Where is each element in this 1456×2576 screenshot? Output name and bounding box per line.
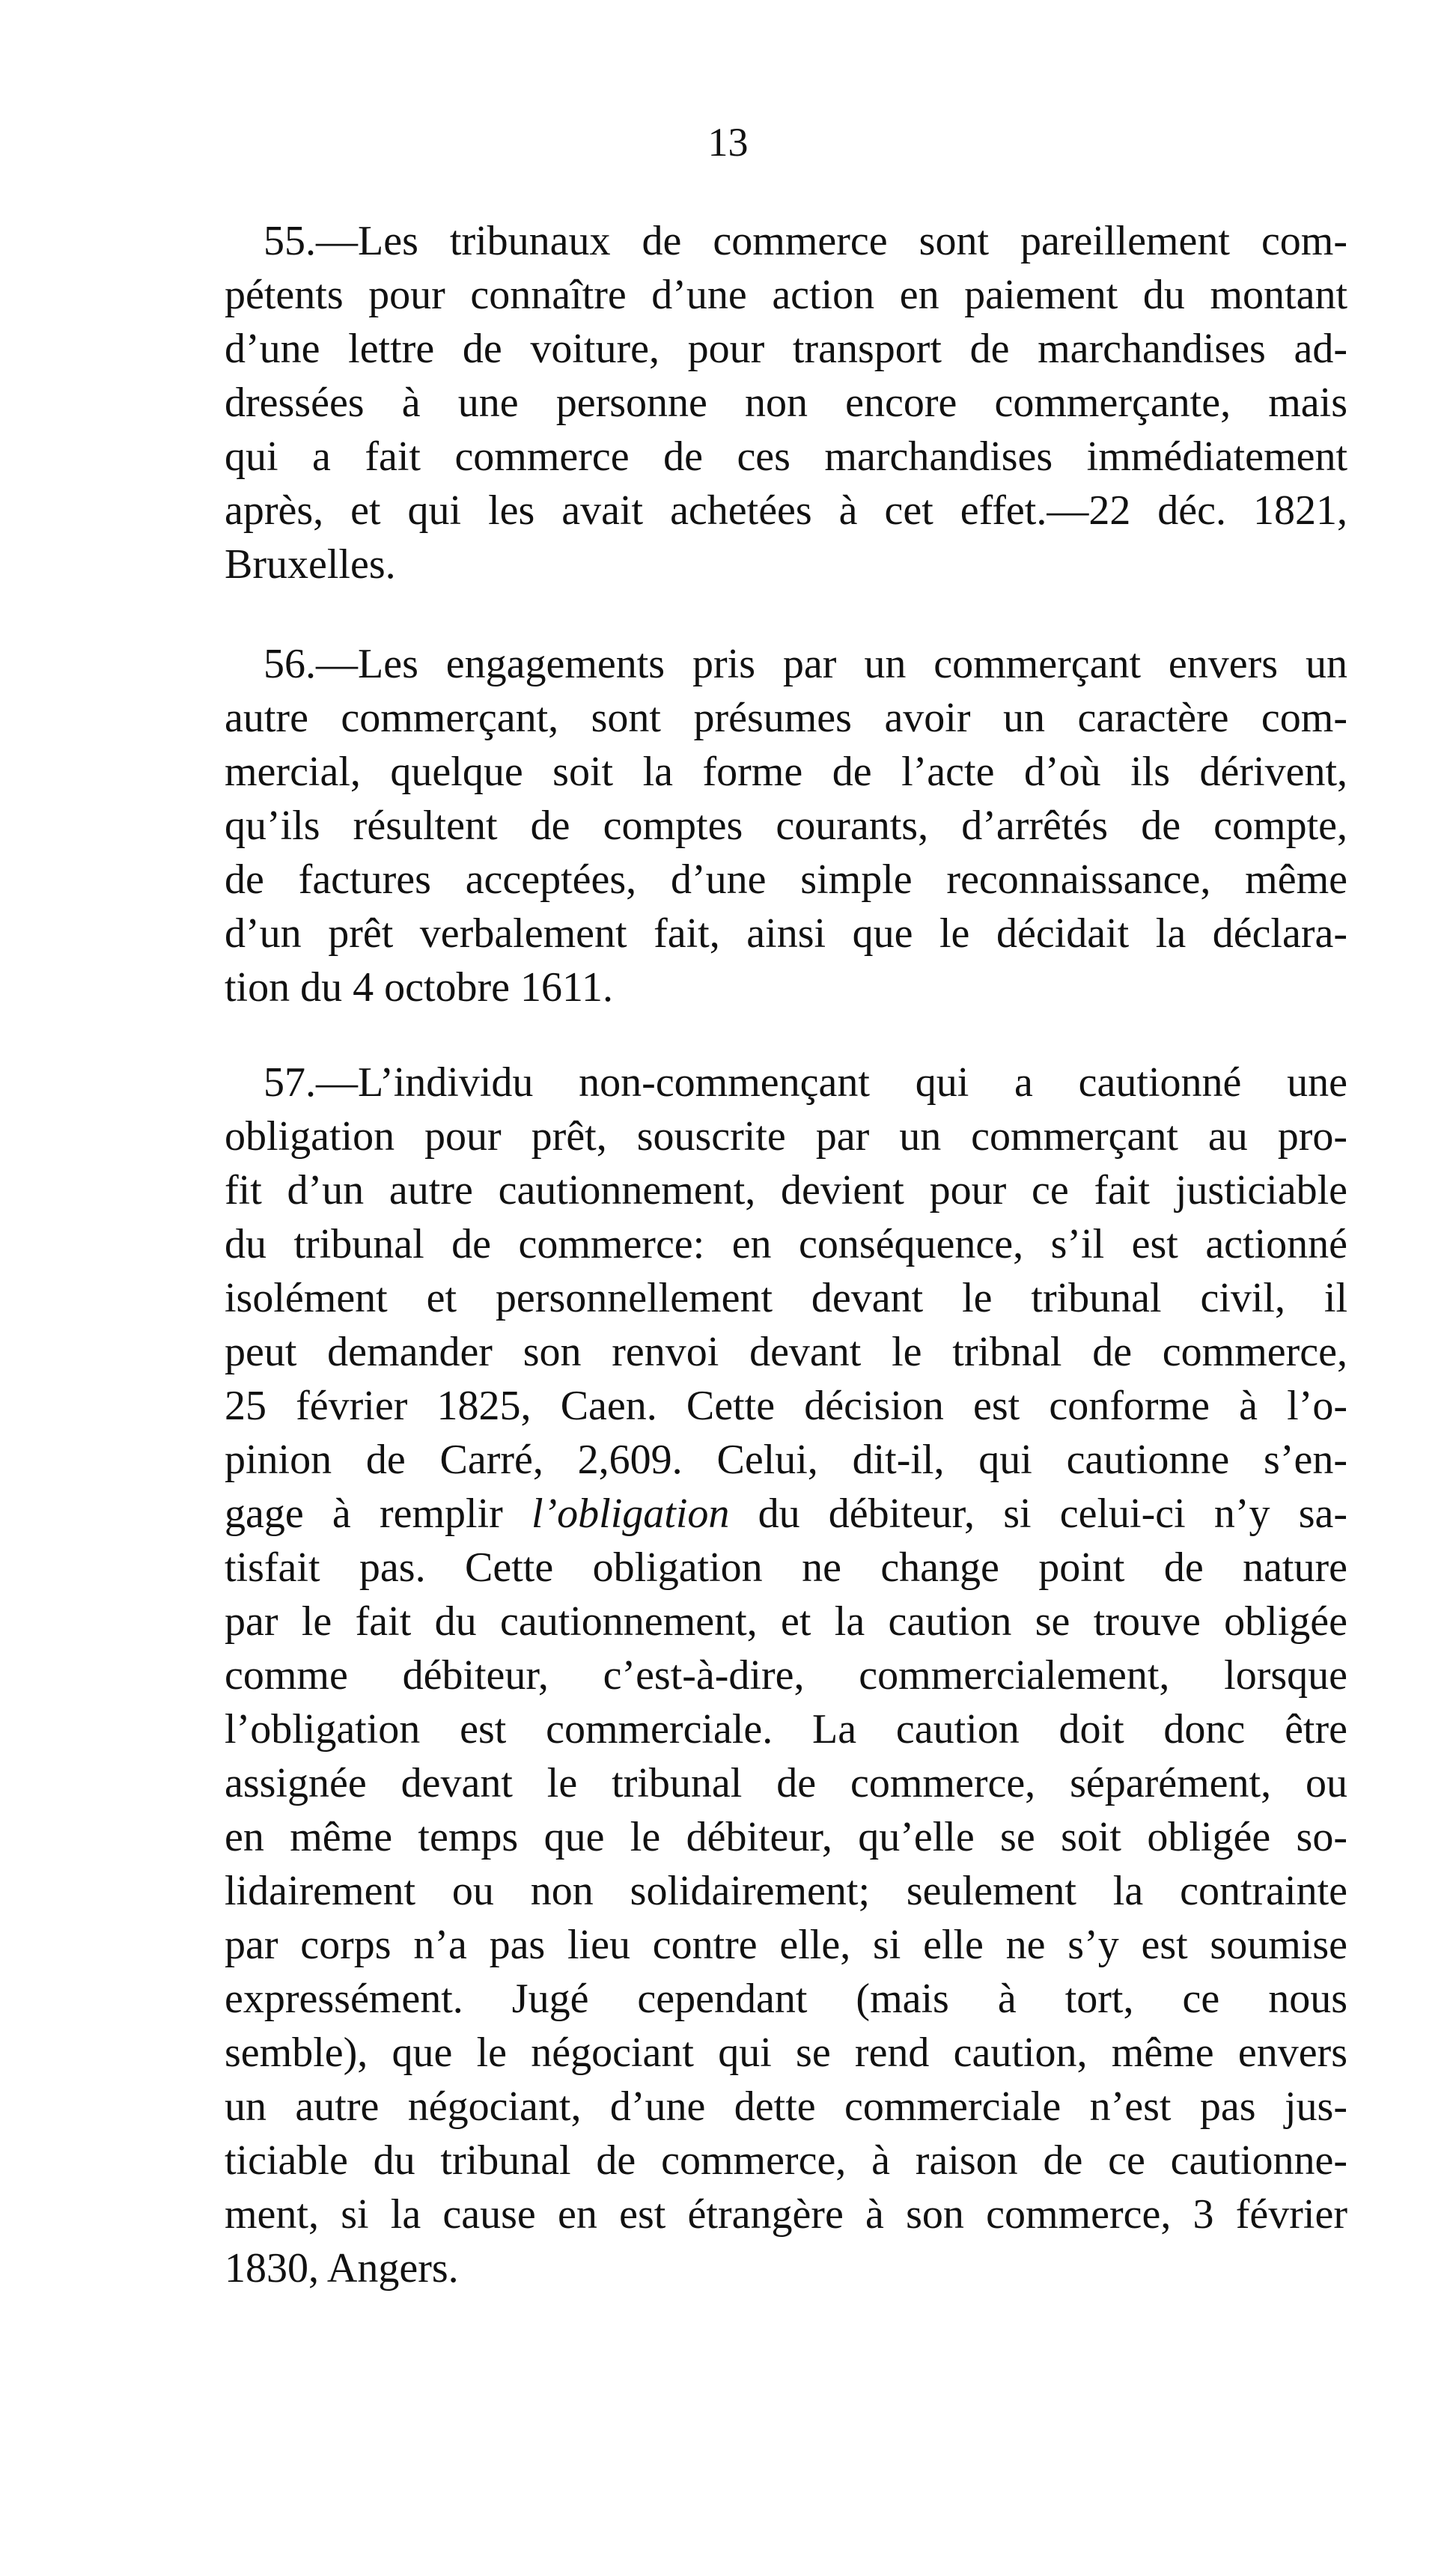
text-line: pétents pour connaître d’une action en paiement du montant [225,272,1347,318]
text-line: 56.—Les engagements pris par un commerçant envers un [264,641,1347,687]
paragraph-57 [225,1056,1347,2295]
text-line: lidairement ou non solidairement; seulement la contrainte [225,1868,1347,1914]
text-line: du tribunal de commerce: en conséquence, s’il est actionné [225,1221,1347,1267]
text-line: comme débiteur, c’est-à-dire, commercialement, lorsque [225,1652,1347,1699]
text-segment: du débiteur, si celui-ci n’y sa- [729,1491,1347,1537]
text-line: qui a fait commerce de ces marchandises immédiatement [225,433,1347,480]
text-line: qu’ils résultent de comptes courants, d’arrêtés de compte, [225,803,1347,849]
text-line: par corps n’a pas lieu contre elle, si elle ne s’y est soumise [225,1922,1347,1968]
text-line: dressées à une personne non encore commerçante, mais [225,380,1347,426]
text-line: 55.—Les tribunaux de commerce sont pareillement com- [264,218,1347,264]
text-line: Bruxelles. [225,541,396,588]
text-line: par le fait du cautionnement, et la caution se trouve obligée [225,1598,1347,1645]
text-line-with-italic [225,1487,1347,1541]
text-line: assignée devant le tribunal de commerce, séparément, ou [225,1760,1347,1806]
italic-phrase: l’obligation [531,1491,730,1537]
text-line: expressément. Jugé cependant (mais à tort, ce nous [225,1976,1347,2022]
text-line: isolément et personnellement devant le tribunal civil, il [225,1275,1347,1321]
text-line: fit d’un autre cautionnement, devient pour ce fait justiciable [225,1167,1347,1214]
text-line: mercial, quelque soit la forme de l’acte d’où ils dérivent, [225,749,1347,795]
text-line: après, et qui les avait achetées à cet effet.—22 déc. 1821, [225,487,1347,534]
page-number: 13 [707,120,749,165]
text-line: 57.—L’individu non-commençant qui a cautionné une [264,1059,1347,1106]
text-line: ticiable du tribunal de commerce, à raison de ce cautionne- [225,2137,1347,2184]
text-line: autre commerçant, sont présumes avoir un caractère com- [225,695,1347,741]
text-line: de factures acceptées, d’une simple reconnaissance, même [225,856,1347,903]
text-line: pinion de Carré, 2,609. Celui, dit-il, qui cautionne s’en- [225,1437,1347,1483]
text-line: peut demander son renvoi devant le tribnal de commerce, [225,1329,1347,1375]
text-line: obligation pour prêt, souscrite par un commerçant au pro- [225,1113,1347,1160]
text-line: 25 février 1825, Caen. Cette décision est conforme à l’o- [225,1383,1347,1429]
text-line: 1830, Angers. [225,2245,459,2292]
text-segment: gage à remplir [225,1491,531,1537]
text-line: un autre négociant, d’une dette commerciale n’est pas jus- [225,2083,1347,2130]
text-line: tion du 4 octobre 1611. [225,964,613,1011]
paragraph-56 [225,637,1347,1014]
text-line: l’obligation est commerciale. La caution doit donc être [225,1706,1347,1753]
text-line: en même temps que le débiteur, qu’elle se soit obligée so- [225,1814,1347,1860]
text-line: semble), que le négociant qui se rend caution, même envers [225,2030,1347,2076]
text-line: d’une lettre de voiture, pour transport de marchandises ad- [225,326,1347,372]
text-line: tisfait pas. Cette obligation ne change point de nature [225,1544,1347,1591]
paragraph-55 [225,214,1347,591]
text-line: d’un prêt verbalement fait, ainsi que le décidait la déclara- [225,910,1347,957]
text-line: ment, si la cause en est étrangère à son commerce, 3 février [225,2191,1347,2238]
